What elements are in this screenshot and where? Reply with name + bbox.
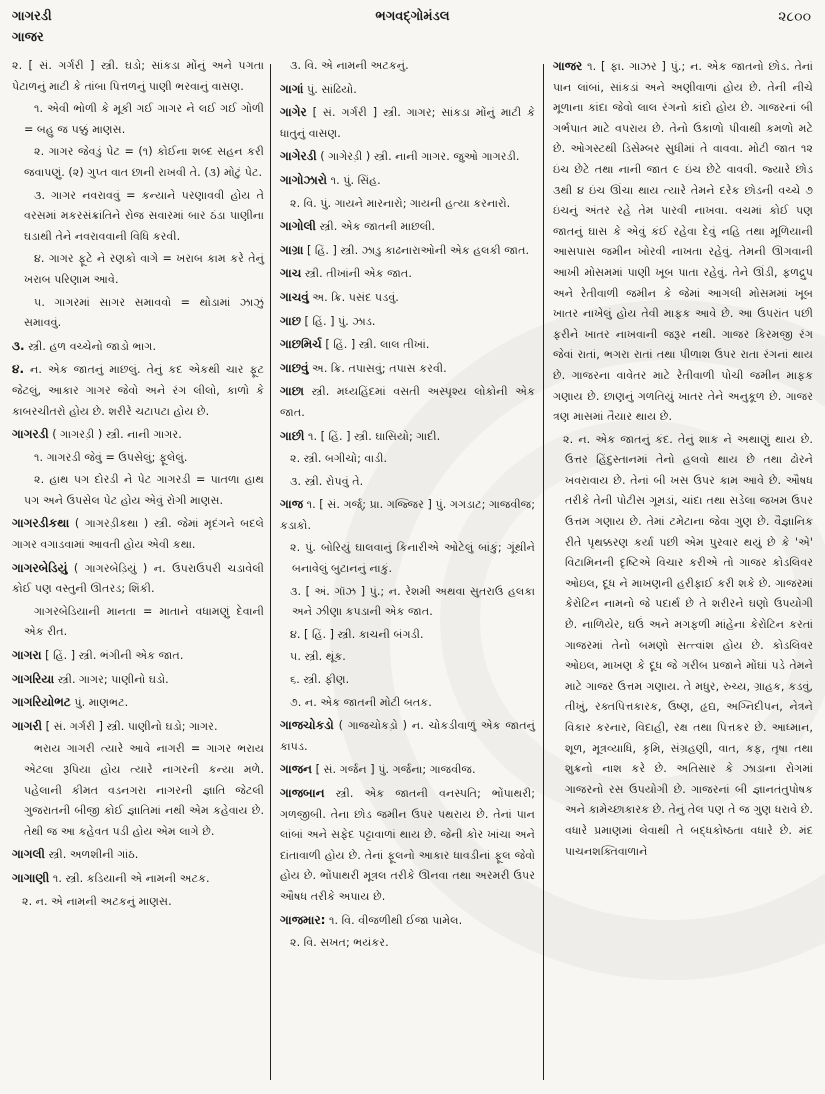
headword: ગાગરિયા bbox=[12, 671, 55, 686]
definition-text: ( ગાગેરડ઼ી ) સ્ત્રી. નાની ગાગર. જુઓ ગાગરડી. bbox=[320, 150, 520, 164]
definition-text: ( ગાગરબેડ઼િયું ) ન. ઉપરાઉપરી ચડાવેલી કોઈ પણ વસ્તુની ઊતરડ; શિંકી. bbox=[12, 561, 265, 596]
guide-word-first: ગાગરડી bbox=[12, 9, 52, 24]
definition-text: ૨. વિ. સખત; ભયંકર. bbox=[290, 936, 389, 950]
definition-text: ૩. વિ. એ નામની અટકનું. bbox=[290, 59, 409, 72]
definition-text: ૪. [ હિં. ] સ્ત્રી. કાચની બંગડી. bbox=[290, 627, 424, 641]
definition-text: ન. એક જાતનું માછલું. તેનું કદ એકથી ચાર ફૂટ જેટલું, આકાર ગાગર જેવો અને રંગ લીલો, કાળો કે કાબરચીતરો હોય છે. શરીરે ચટાપટા હોય છે. bbox=[12, 363, 264, 418]
dictionary-title: ભગવદ્ગોમંડલ bbox=[375, 9, 450, 24]
headword: ગાગાણી bbox=[12, 870, 50, 885]
dictionary-entry bbox=[280, 216, 535, 238]
headword: ૪. bbox=[12, 362, 24, 377]
definition-text: ૨. [ સં. ગર્ગરી ] સ્ત્રી. ઘડો; સાંકડા મોંનું અને પગતા પેટાળનું માટી કે તાંબા પિત્તળનું પાણી ભરવાનું વાસણ. bbox=[12, 59, 264, 93]
definition-text: [ સં. ગર્જન ] પું. ગર્જના; ગાજવીજ. bbox=[315, 763, 476, 777]
dictionary-columns bbox=[0, 56, 825, 1088]
definition-text: ૧. [ સં. ગર્જ્; પ્રા. ગજ્જિર ] પું. ગગડાટ; ગાજવીજ; કડાકો. bbox=[280, 498, 535, 532]
dictionary-entry bbox=[12, 359, 264, 422]
sense-entry bbox=[280, 449, 535, 470]
definition-text: ૩. [ અં. ગૉઝ ] પું.; ન. રેશમી અથવા સુતરાઉ હલકા અને ઝીણા કપડાની એક જાત. bbox=[290, 584, 535, 619]
dictionary-entry bbox=[280, 783, 535, 908]
definition-text: સ્ત્રી. એક જાતની માછલી. bbox=[319, 220, 435, 234]
dictionary-entry bbox=[12, 669, 264, 691]
dictionary-entry bbox=[280, 170, 535, 192]
definition-text: સ્ત્રી. એક જાતની વનસ્પતિ; ભોંપાથરી; ગળજીબી. તેના છોડ જમીન ઉપર પથરાય છે. તેનાં પાન લાંબાં અને સફેદ પટ્ટાવાળાં થાય છે. જેની કોર ખાંચા અને દાંતાવાળી હોય છે. તેનાં ફૂલનો આકાર ધાવડીનાં ફૂલ જેવો હોય છે. ભોંપાથરી મૂત્રલ તરીકે ઊનવા તથા અરમરી ઉપર ઔષધ તરીકે અપાય છે. bbox=[280, 787, 535, 903]
column-divider bbox=[270, 64, 271, 1080]
dictionary-entry bbox=[280, 311, 535, 333]
definition-text: ( ગાજચોકડ઼ો ) ન. ચોકડીવાળું એક જાતનું કાપડ. bbox=[280, 719, 535, 753]
headword: ગાછવું bbox=[280, 360, 309, 375]
sense-entry bbox=[280, 647, 535, 668]
definition-text: ભરાય ગાગરી ત્યારે આવે નાગરી = ગાગર ભરાય એટલા રૂપિયા હોય ત્યારે નાગરની કન્યા મળે. પહેલાની કીમત વડનગરા નાગરની જ્ઞાતિ જેટલી ગુજરાતની બીજી કોઈ જ્ઞાતિમાં નથી એમ કહેવાય છે. તેથી જ આ કહેવત પડી હોય એમ લાગે છે. bbox=[24, 742, 264, 838]
dictionary-entry bbox=[12, 513, 264, 555]
sense-entry bbox=[280, 625, 535, 646]
dictionary-entry bbox=[280, 759, 535, 781]
page-number: ૨૮૦૦ bbox=[778, 9, 811, 25]
idiom-entry bbox=[12, 186, 264, 248]
headword: ગાગરબેડિયું bbox=[12, 560, 68, 575]
headword: ગાજબાન bbox=[280, 786, 325, 800]
definition-text: સ્ત્રી. તીખાંની એક જાત. bbox=[304, 267, 412, 281]
headword: ગાજ bbox=[280, 497, 304, 512]
definition-text: ૪. ગાગર ફૂટે ને રણકો વાગે = ખરાબ કામ કરે તેનું ખરાબ પરિણામ આવે. bbox=[24, 252, 264, 286]
definition-text: ૨. ન. એ નામની અટકનું માણસ. bbox=[22, 894, 172, 908]
headword: ગાગરડી bbox=[12, 427, 49, 442]
definition-text: ( ગાગરડ઼ી ) સ્ત્રી. નાની ગાગર. bbox=[52, 428, 182, 442]
sense-entry bbox=[280, 538, 535, 579]
dictionary-entry bbox=[12, 336, 264, 358]
dictionary-entry bbox=[12, 868, 264, 890]
headword: ગાજમાર: bbox=[280, 912, 326, 927]
column-1 bbox=[12, 56, 264, 1088]
dictionary-entry bbox=[280, 910, 535, 932]
headword: ગાજચોકડો bbox=[280, 718, 334, 733]
idiom-entry bbox=[12, 293, 264, 334]
definition-text: [ સં. ગર્ગરી ] સ્ત્રી. પાણીનો ઘડો; ગાગર. bbox=[45, 719, 218, 733]
dictionary-entry bbox=[280, 102, 535, 144]
dictionary-entry bbox=[280, 715, 535, 757]
definition-text: ૬. સ્ત્રી. ફીણ. bbox=[290, 673, 350, 687]
dictionary-entry bbox=[280, 79, 535, 101]
dictionary-entry bbox=[280, 263, 535, 285]
sense-entry bbox=[280, 194, 535, 215]
page-header bbox=[0, 0, 825, 56]
idiom-entry bbox=[12, 739, 264, 842]
definition-text: ૧. સ્ત્રી. કડિયાની એ નામની અટક. bbox=[52, 871, 210, 885]
guide-word-last: ગાજર bbox=[12, 30, 44, 45]
headword: ૩. bbox=[12, 338, 25, 353]
sense-entry bbox=[280, 670, 535, 691]
definition-text: અ. ક્રિ. પસંદ પડવું. bbox=[312, 290, 399, 304]
definition-text: ૧. [ ફા. ગાઝર ] પું.; ન. એક જાતનો છોડ. તેનાં પાન લાંબાં, સાંકડાં અને અણીવાળાં હોય છે. તેની નીચે મૂળાના કાંદા જેવો લાલ રંગનો કાંદો હોય છે. ગાજરનાં બી ગર્ભપાત માટે વપરાય છે. તેનો ઉકાળો પીવાથી કમળો મટે છે. ઓગસ્ટથી ડિસેમ્બર સુધીમાં તે વાવવા. મોટી જાત ૧૨ ઇંચ છેટે તથા નાની જાત ૯ ઇંચ છેટે વાવવી. જ્યારે છોડ ૩થી ૪ ઇંચ ઊંચા થાય ત્યારે તેમને દરેક છોડની વચ્ચે ૭ ઇંચનું અંતર રહે તેમ પારવી નાખવા. વચમાં કોઈ પણ જાતનું ઘાસ કે એવું કંઈ રહેવા દેવું નહિ તથા મૂળિયાની આસપાસ જમીન ખોરવી નાખતા રહેવું. તેમની ઊગવાની આખી મોસમમાં પાણી ખૂબ પાતા રહેવું. તેને ઊંડી, ફળદ્રુપ અને રેતીવાળી જમીન કે જેમાં આગલી મોસમમાં ખૂબ ખાતર નાખેલું હોય તેવી માફક આવે છે. આ ઉપરાંત પછી ફરીને ખાતર નાખવાની જરૂર નથી. ગાજર કિરમજી રંગ જેવાં રાતાં, ભગરા રાતાં તથા પીળાશ ઉપર રાતા રંગનાં થાય છે. ગાજરના વાવેતર માટે રેતીવાળી પોચી જમીન માફક ગણાય છે. છાણનું ગળતિયું ખાતર તેને અનુકૂળ છે. ગાજર ત્રણ માસમાં તૈયાર થાય છે. bbox=[553, 60, 814, 424]
definition-text: ગાગરબેડિયાની માનતા = માતાને વધામણું દેવાની એક રીત. bbox=[24, 604, 264, 639]
dictionary-entry bbox=[553, 56, 813, 428]
definition-text: [ હિં. ] પું. ઝાડ. bbox=[304, 314, 376, 328]
sense-entry bbox=[553, 430, 813, 862]
idiom-entry bbox=[12, 448, 264, 469]
definition-text: ૧. [ હિં. ] સ્ત્રી. ઘાસિયો; ગાદી. bbox=[307, 429, 441, 443]
definition-text: ૭. ન. એક જાતની મોટી બતક. bbox=[290, 695, 432, 709]
dictionary-entry bbox=[280, 240, 535, 262]
sense-entry bbox=[280, 56, 535, 77]
definition-text: સ્ત્રી. અળશીની ગાંઠ. bbox=[48, 848, 139, 862]
dictionary-entry bbox=[280, 287, 535, 309]
headword: ગાગ્રા bbox=[280, 242, 304, 257]
definition-text: ૨. પું. બોરિયું ઘાલવાનું કિનારીએ ઓટેલું બાંકું; ગૂંથીને બનાવેલું બુટાનનું નાકું. bbox=[290, 541, 535, 576]
definition-text: ૨. ગાગર જેવડું પેટ = (૧) કોઈના શબ્દ સહન કરી જવાપણું. (૨) ગુપ્ત વાત છાની રાખવી તે. (૩) મોટું પેટ. bbox=[24, 145, 264, 179]
headword: ગાચ bbox=[280, 266, 302, 281]
dictionary-entry bbox=[12, 692, 264, 714]
headword: ગાછ bbox=[280, 313, 301, 328]
idiom-entry bbox=[12, 99, 264, 140]
definition-text: પું. માણભટ. bbox=[74, 696, 129, 710]
definition-text: [ હિં. ] સ્ત્રી. ઝાડુ કાઢનારાઓની એક હલકી જાત. bbox=[306, 243, 530, 257]
definition-text: ૧. ગાગરડી જેવું = ઉપસેલું; ફૂલેલું. bbox=[34, 450, 188, 464]
sense-entry bbox=[12, 56, 264, 97]
headword: ગાગલી bbox=[12, 847, 45, 862]
headword: ગાછમિર્ચ bbox=[280, 337, 322, 352]
definition-text: ૫. સ્ત્રી. થૂંક. bbox=[290, 650, 346, 664]
dictionary-entry bbox=[280, 334, 535, 356]
definition-text: ૩. સ્ત્રી. રોપવું તે. bbox=[290, 474, 364, 488]
dictionary-entry bbox=[12, 716, 264, 738]
headword: ગાગરા bbox=[12, 648, 42, 663]
dictionary-entry bbox=[280, 494, 535, 536]
headword: ગાજર bbox=[553, 59, 583, 73]
headword: ગાગરિયોભટ bbox=[12, 695, 71, 710]
definition-text: ૨. વિ. પું. ગાયને મારનારો; ગાયની હત્યા કરનારો. bbox=[290, 196, 511, 210]
idiom-entry bbox=[12, 602, 264, 643]
dictionary-entry bbox=[12, 558, 264, 600]
headword: ગાગોલી bbox=[280, 219, 316, 234]
definition-text: ૧. પું. સિંહ. bbox=[330, 173, 381, 187]
definition-text: સ્ત્રી. હળ વચ્ચેનો જાડો ભાગ. bbox=[28, 339, 157, 353]
sense-entry bbox=[12, 892, 264, 913]
definition-text: સ્ત્રી. મધ્યહિંદમાં વસતી અસ્પૃશ્ય લોકોની એક જાત. bbox=[280, 385, 535, 419]
dictionary-entry bbox=[12, 645, 264, 667]
column-divider bbox=[543, 64, 544, 1080]
sense-entry bbox=[280, 693, 535, 714]
definition-text: [ હિં. ] સ્ત્રી. ભંગીની એક જાત. bbox=[45, 649, 184, 663]
dictionary-entry bbox=[280, 426, 535, 448]
definition-text: [ સં. ગર્ગરી ] સ્ત્રી. ગાગર; સાંકડા મોંનું માટી કે ધાતુનું વાસણ. bbox=[280, 106, 536, 140]
definition-text: સ્ત્રી. ગાગર; પાણીનો ઘડો. bbox=[57, 672, 169, 686]
idiom-entry bbox=[12, 470, 264, 511]
definition-text: ૨. ન. એક જાતનું કંદ. તેનું શાક ને અથાણું થાય છે. ઉત્તર હિંદુસ્તાનમાં તેનો હલવો થાય છે તથા ઢોરને ખવરાવાય છે. તેનાં બી ખસ ઉપર કામ આવે છે. ઔષધ તરીકે તેની પોટીસ ગૂમડાં, ચાંદા તથા સડેલા જખમ ઉપર ઉત્તમ ગણાય છે. તેમાં ટમેટાના જેવા ગુણ છે. વૈજ્ઞાનિક રીતે પૃથક્કરણ કર્યા પછી એમ પુરવાર થયું છે કે 'એ' વિટામિનની દૃષ્ટિએ વિચાર કરીએ તો ગાજર કોડલિવર ઓઇલ, દૂધ ને માખણની હરીફાઈ કરી શકે છે. ગાજરમાં કેરોટિન નામનો જે પદાર્થ છે તે શરીરને ઘણો ઉપયોગી છે. નાળિયેર, ઘઉં અને મગફળી માંહેના કેરોટિન કરતાં ગાજરમાં તેનો બમણો સત્ત્વાંશ હોય છે. કોડલિવર ઓઇલ, માખણ કે દૂધ જે ગરીબ પ્રજાને મોંઘાં પડે તેમને માટે ગાજર ઉત્તમ ગણાય. તે મધુર, રુચ્ય, ગ્રાહક, કડવું, તીખું, રક્તપિત્તકારક, ઉષ્ણ, હૃદ્ય, અગ્નિદીપન, નેત્રને વિકાર કરનાર, વિદાહી, રક્ષ તથા પિત્તકર છે. આધ્માન, શૂળ, મૂત્રવ્યાધિ, કૃમિ, સંગ્રહણી, વાત, કફ, તૃષા તથા શુક્રનો નાશ કરે છે. અતિસાર કે ઝાડાના રોગમાં ગાજરનો રસ ઉપયોગી છે. ગાજરનાં બી જ્ઞાનતંતુપોષક અને કામેચ્છાકારક છે. તેનું તેલ પણ તે જ ગુણ ધરાવે છે. વધારે પ્રમાણમાં લેવાથી તે બદ્ધકોષ્ઠતા વધારે છે. મંદ પાચનશક્તિવાળાને bbox=[563, 432, 813, 858]
headword: ગાગરી bbox=[12, 718, 43, 733]
dictionary-entry bbox=[280, 358, 535, 380]
headword: ગાગેર bbox=[280, 105, 307, 120]
column-3 bbox=[553, 56, 813, 1088]
definition-text: ૧. એવી ભોળી કે મૂકી ગઈ ગાગર ને લઈ ગઈ ગોળી = બહુ જ પક્કું માણસ. bbox=[24, 102, 264, 136]
dictionary-entry bbox=[12, 424, 264, 446]
definition-text: ( ગાગરડ઼ીકથા ) સ્ત્રી. જેમાં મૃદંગને બદલે ગાગર વગાડવામાં આવતી હોય એવી કથા. bbox=[12, 517, 264, 552]
definition-text: [ હિં. ] સ્ત્રી. લાલ તીખાં. bbox=[325, 338, 430, 352]
headword: ગાજન bbox=[280, 762, 312, 777]
definition-text: ૫. ગાગરમાં સાગર સમાવવો = થોડામાં ઝાઝું સમાવવું. bbox=[24, 295, 264, 330]
sense-entry bbox=[280, 933, 535, 954]
definition-text: ૨. હાથ પગ દોરડી ને પેટ ગાગરડી = પાતળા હાથ પગ અને ઉપસેલ પેટ હોય એવું રોગી માણસ. bbox=[24, 473, 264, 507]
dictionary-entry bbox=[280, 381, 535, 423]
idiom-entry bbox=[12, 142, 264, 183]
definition-text: ૩. ગાગર નવરાવવું = કન્યાને પરણાવવી હોય તે વરસમાં મકરસંક્રાંતિને રોજ સવારમાં બાર ઠંડા પાણીના ઘડાથી તેને નવરાવવાની વિધિ કરવી. bbox=[24, 188, 264, 243]
column-2 bbox=[280, 56, 535, 1088]
headword: ગાગાં bbox=[280, 81, 304, 96]
definition-text: અ. ક્રિ. તપાસવું; તપાસ કરવી. bbox=[312, 361, 447, 375]
sense-entry bbox=[280, 582, 535, 623]
dictionary-entry bbox=[12, 844, 264, 866]
headword: ગાગરડીકથા bbox=[12, 516, 70, 531]
dictionary-entry bbox=[280, 146, 535, 168]
definition-text: ૨. સ્ત્રી. બગીચો; વાડી. bbox=[290, 452, 388, 466]
headword: ગાગેરડી bbox=[280, 149, 317, 164]
idiom-entry bbox=[12, 249, 264, 290]
sense-entry bbox=[280, 472, 535, 493]
headword: ગાછા bbox=[280, 384, 304, 399]
headword: ગાછી bbox=[280, 428, 305, 443]
definition-text: પું. સાંઢિયો. bbox=[306, 82, 357, 96]
headword: ગાચવું bbox=[280, 289, 309, 304]
definition-text: ૧. વિ. વીજળીથી ઈજા પામેલ. bbox=[329, 913, 463, 927]
headword: ગાગોઝારો bbox=[280, 172, 328, 187]
